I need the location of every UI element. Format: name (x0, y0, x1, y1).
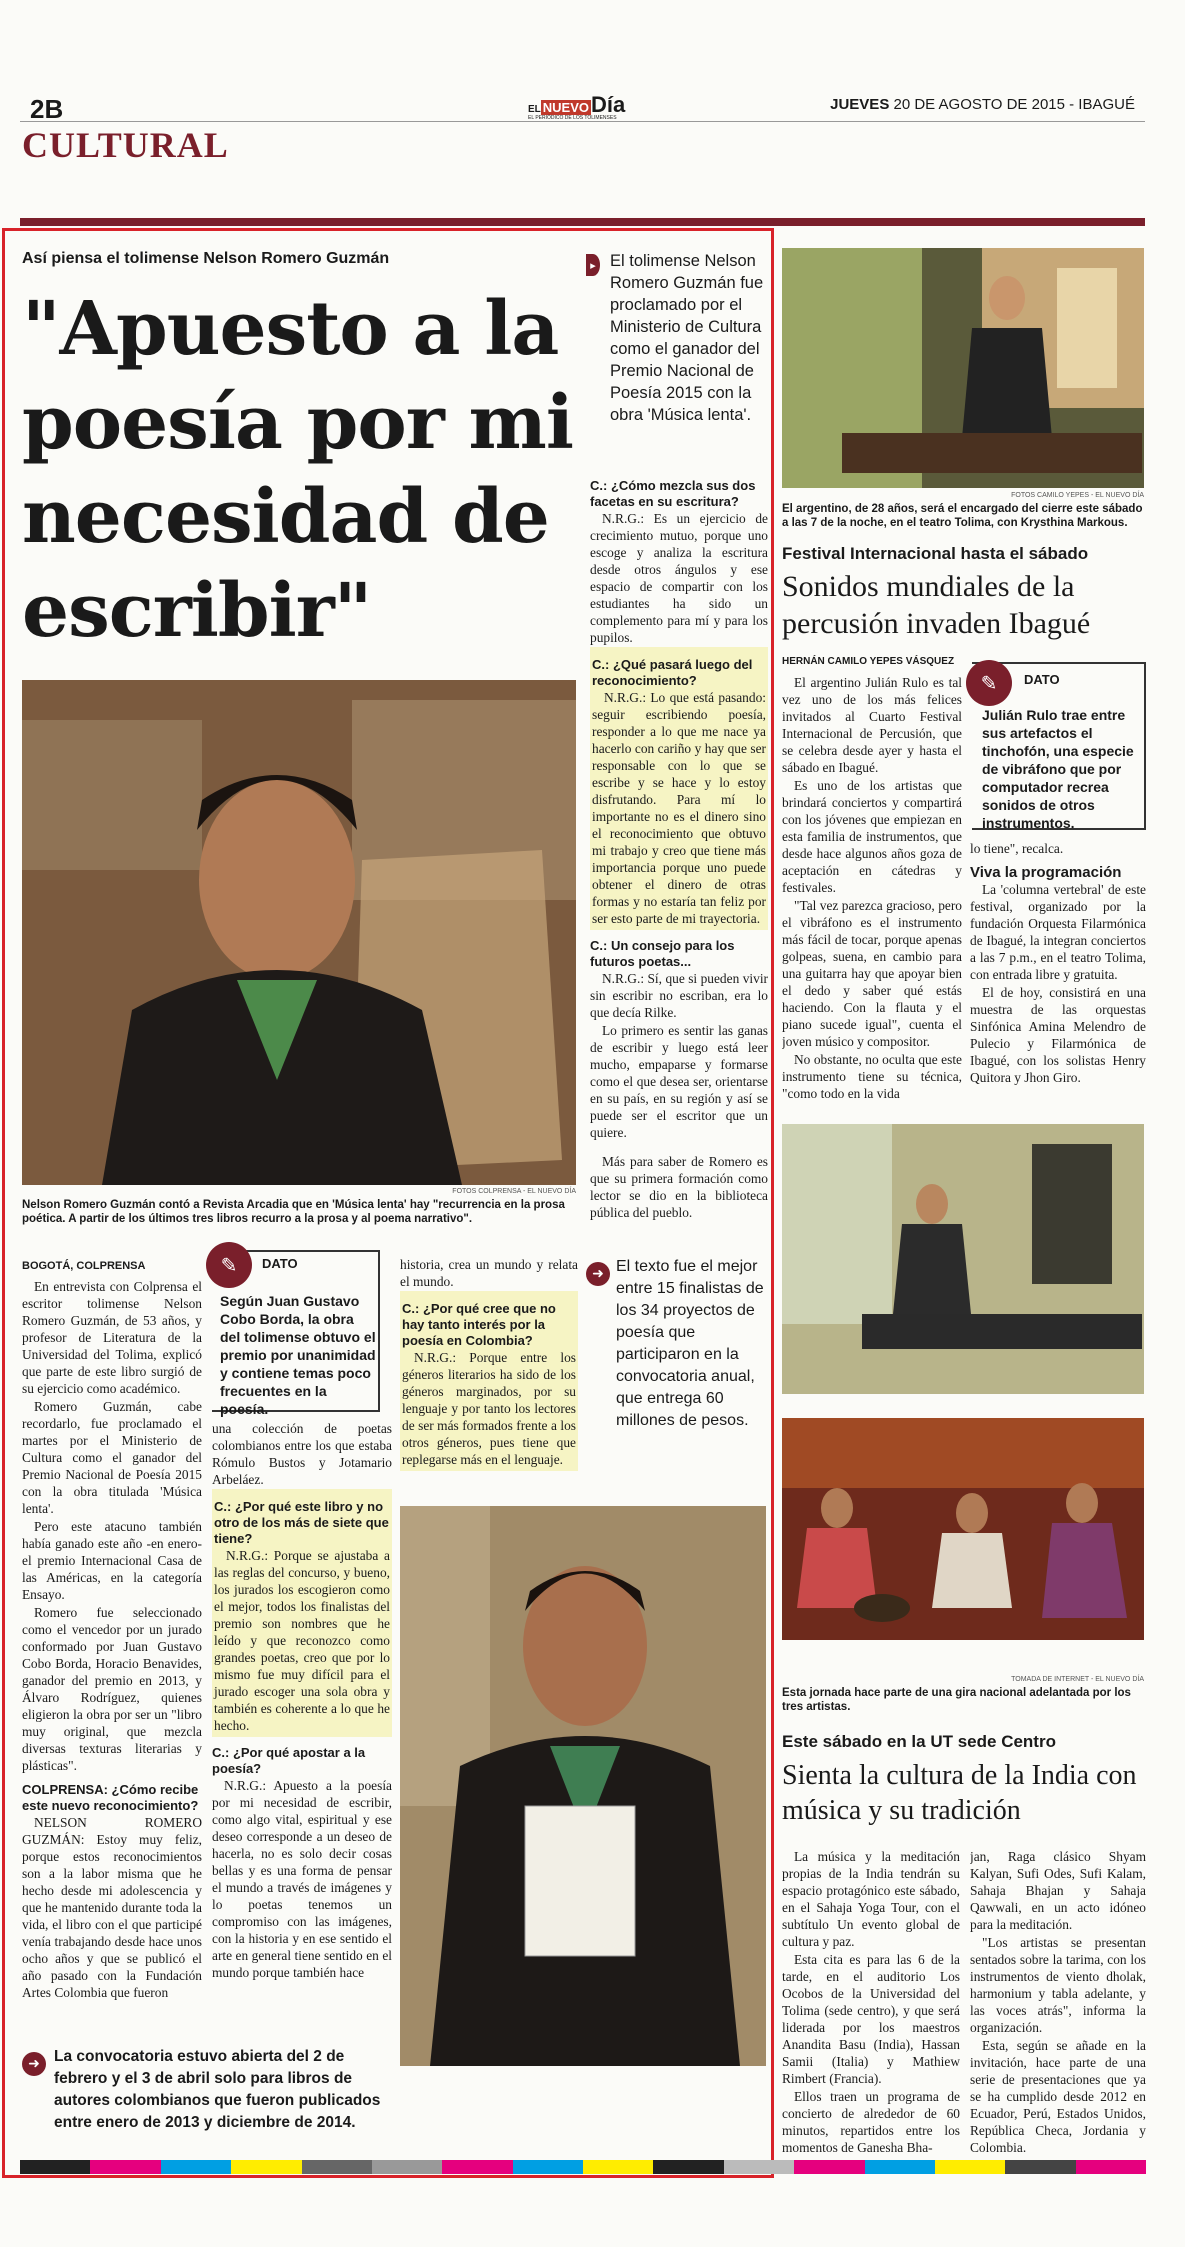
newspaper-logo: EL NUEVODía EL PERIÓDICO DE LOS TOLIMENSES (528, 92, 626, 121)
interview-column-right (590, 470, 768, 1240)
right-paragraph-1: historia, crea un mundo y relata el mundo. (400, 1257, 578, 1289)
question-2: C.: ¿Qué pasará luego del reconocimiento? (592, 657, 753, 688)
side-photo2-caption: Esta jornada hace parte de una gira nacional adelantada por los tres artistas. (782, 1687, 1131, 1713)
side-kicker-1: Festival Internacional hasta el sábado (782, 544, 1089, 563)
side-paragraph-1: El argentino Julián Rulo es tal vez uno de los más felices invitados al Cuarto Festival Internacional de Percusión, que se celebra desde ayer y hasta el sábado en Ibagué. (782, 675, 962, 775)
body-paragraph-4: Romero fue seleccionado como el vencedor por un jurado conformado por Juan Gustavo Cobo Borda, Horacio Benavides, ganador del premio en 2013, y Álvaro Rodríguez, quienes eligieron la obra por ser un "libro muy original, que mezcla diversas texturas literarias y plásticas". (22, 1605, 202, 1773)
side-photo1-caption: El argentino, de 28 años, será el encargado del cierre este sábado a las 7 de la noche, en el teatro Tolima, con Krysthina Markous. (782, 503, 1143, 529)
answer-2: N.R.G.: Lo que está pasando: seguir escribiendo poesía, responder a lo que me nace ya hacerlo con cariño y hay que ser responsable con lo que se escribe y se hace y lo estoy disfrutando. Para mí lo importante no es el dinero sino el reconocimiento que obtuvo mi trabajo y creo que tiene más importancia porque uno puede obtener el dinero de otras formas y no estaría tan feliz por ser esto parte de mi trayectoria. (592, 690, 766, 926)
issue-date: JUEVES 20 DE AGOSTO DE 2015 - IBAGUÉ (830, 96, 1135, 113)
photo-percussionist (782, 248, 1144, 488)
answer-5: N.R.G.: Porque se ajustaba a las reglas del concurso, y bueno, los jurados los escogieron como el mejor, todos los finalistas del premio son nombres que he leído y que reconozco como grandes poetas, creo que por lo mismo fue muy difícil para el jurado escoger una sola obra y también es coherente a lo que he hecho. (214, 1548, 390, 1733)
article-kicker: Así piensa el tolimense Nelson Romero Guzmán (22, 250, 390, 267)
poet-portrait-image (22, 680, 576, 1185)
side-photo2-credit: TOMADA DE INTERNET - EL NUEVO DÍA (1011, 1676, 1144, 1683)
dato-box-1 (212, 1250, 380, 1417)
side-kicker-2: Este sábado en la UT sede Centro (782, 1732, 1056, 1751)
percussionist-image (782, 248, 1144, 488)
body-paragraph-1: En entrevista con Colprensa el escritor tolimense Nelson Romero Guzmán, de 53 años, y profesor de Literatura de la Universidad del Tolima, explicó que parte de este libro surgió de su ejercicio como académico. (22, 1279, 202, 1396)
dato-box-1-title: DATO (262, 1256, 298, 1271)
photo-young-percussionist (782, 1124, 1144, 1394)
pen-icon: ✎ (206, 1242, 252, 1288)
india-paragraph-3: Ellos traen un programa de concierto de alrededor de 60 minutos, repartidos entre los momentos de Ganesha Bha- (782, 2089, 960, 2155)
pull-quote-3: La convocatoria estuvo abierta del 2 de febrero y el 3 de abril solo para libros de autores colombianos que fueron publicados entre enero de 2013 y diciembre de 2014. (54, 2048, 381, 2131)
article-headline: "Apuesto a la poesía por mi necesidad de escribir" (22, 286, 573, 654)
india-paragraph-6: Esta, según se añade en la invitación, hace parte de una serie de presentaciones que ya se ha cumplido desde 2012 en Ecuador, Perú, Estados Unidos, República Checa, Jordania y Colombia. (970, 2038, 1146, 2155)
body-column-left (22, 1258, 202, 2053)
side-dato-box (972, 662, 1146, 830)
side-column-left-1 (782, 674, 962, 1114)
question-1: C.: ¿Cómo mezcla sus dos facetas en su escritura? (590, 478, 756, 509)
registration-color-bar (20, 2160, 1146, 2174)
photo1-credit: FOTOS COLPRENSA - EL NUEVO DÍA (452, 1188, 576, 1195)
intro-pull-quote: El tolimense Nelson Romero Guzmán fue proclamado por el Ministerio de Cultura como el ganador del Premio Nacional de Poesía 2015 con la obra 'Música lenta'. (610, 252, 764, 424)
side-paragraph-5: lo tiene", recalca. (970, 841, 1064, 856)
answer-3a: N.R.G.: Sí, que si pueden vivir sin escribir no escriban, era lo que decía Rilke. (590, 971, 768, 1020)
highlighted-answer-7 (400, 1291, 578, 1471)
photo-poet-holding-book (400, 1506, 766, 2066)
india-paragraph-4: jan, Raga clásico Shyam Kalyan, Sufi Odes, Sufi Kalam, Sahaja Bhajan y Sahaja Qawwali, en un acto idóneo para la meditación. (970, 1849, 1146, 1932)
dato-box-1-text: Según Juan Gustavo Cobo Borda, la obra del tolimense obtuvo el premio por unanimidad y contiene temas poco frecuentes en la poesía. (220, 1293, 376, 1417)
side-paragraph-4: No obstante, no oculta que este instrumento tiene su técnica, "como todo en la vida (782, 1052, 962, 1101)
middle-paragraph-1: una colección de poetas colombianos entre los que estaba Rómulo Bustos y Jotamario Arbeláez. (212, 1421, 392, 1487)
side-column-right-1 (970, 840, 1146, 1112)
india-musicians-image (782, 1418, 1144, 1640)
side-subhead: Viva la programación (970, 864, 1122, 881)
side-dato-title: DATO (1024, 672, 1060, 687)
page-number: 2B (30, 94, 64, 124)
poet-holding-book-image (400, 1506, 766, 2066)
answer-3b: Lo primero es sentir las ganas de escribir y luego está leer mucho, empaparse y formarse como el que desea ser, orientarse en su país, en su región y así se puede ser el escritor que un quiere. (590, 1023, 768, 1140)
answer-6: N.R.G.: Apuesto a la poesía por mi necesidad de escribir, como algo vital, espiritual y ese deseo corresponde a un deseo de hacerla, no es solo decir cosas bellas y es una forma de pensar el mundo a través de imágenes y lo poetas tenemos un compromiso con las imágenes, con la historia y en ese sentido el arte en general tiene sentido en el mundo porque también hace (212, 1778, 392, 1980)
answer-1: N.R.G.: Es un ejercicio de crecimiento mutuo, porque uno escoge y analiza la escritura desde otros ángulos y ese espacio de compartir con los estudiantes ha sido un complemento para mí y para los pupilos. (590, 511, 768, 645)
highlighted-answer-5 (212, 1489, 392, 1737)
young-percussionist-image (782, 1124, 1144, 1394)
section-title: CULTURAL (22, 125, 229, 165)
body-paragraph-2: Romero Guzmán, cabe recordarlo, fue proclamado el martes por el Ministerio de Cultura como el ganador del Premio Nacional de Poesía 2015 con la obra titulada 'Música lenta'. (22, 1399, 202, 1516)
question-5: C.: ¿Por qué este libro y no otro de los más de siete que tiene? (214, 1499, 389, 1546)
india-paragraph-1: La música y la meditación propias de la India tendrán su espacio protagónico este sábado, en el Sahaja Yoga Tour, con el subtítulo Un evento global de cultura y paz. (782, 1849, 960, 1949)
pull-quote-2: El texto fue el mejor entre 15 finalistas de los 34 proyectos de poesía que participaron en la convocatoria anual, que entrega 60 millones de pesos. (616, 1258, 764, 1429)
arrow-right-icon: ▸ (586, 254, 600, 276)
side-paragraph-6: La 'columna vertebral' de este festival, organizado por la fundación Orquesta Filarmónica de Ibagué, la integran conciertos a las 7 p.m., en el teatro Tolima, con entrada libre y gratuita. (970, 882, 1146, 982)
body-paragraph-3: Pero este atacuno también había ganado este año -en enero- el premio Internacional Casa de las Américas, en la categoría Ensayo. (22, 1519, 202, 1602)
photo1-caption: Nelson Romero Guzmán contó a Revista Arcadia que en 'Música lenta' hay "recurrencia en la prosa poética. A partir de los últimos tres libros recurro a la prosa y al poema narrativo". (22, 1199, 565, 1225)
side-headline-2: Sienta la cultura de la India con música y su tradición (782, 1760, 1137, 1826)
question-6: C.: ¿Por qué apostar a la poesía? (212, 1745, 366, 1776)
side-paragraph-3: "Tal vez parezca gracioso, pero el vibráfono es el instrumento más fácil de tocar, porque apenas golpeas, suena, en cambio para una guitarra hay que apoyar bien el dedo y saber qué estás haciendo. Con la flauta y el piano sucede igual", cuenta el joven músico y compositor. (782, 898, 962, 1049)
side-paragraph-2: Es uno de los artistas que brindará conciertos y compartirá con los jóvenes que empiezan en esta familia de instrumentos, que desde hace algunos años goza de aceptación en cátedras y festivales. (782, 778, 962, 895)
arrow-right-icon-3: ➜ (22, 2052, 46, 2076)
body-column-middle (212, 1420, 392, 2035)
answer-4: NELSON ROMERO GUZMÁN: Estoy muy feliz, porque estos reconocimientos son a la labor misma que he hecho desde mi adolescencia y que he mantenido durante toda la vida, el libro con el que participé venía trabajando desde hace unos ocho años y que se publicó el año pasado con la Fundación Artes Colombia que fueron (22, 1815, 202, 2000)
side-dato-text: Julián Rulo trae entre sus artefactos el tinchofón, una especie de vibráfono que por computador recrea sonidos de otros instrumentos. (982, 707, 1134, 831)
side-column-right-2 (970, 1848, 1146, 2156)
india-paragraph-2: Esta cita es para las 6 de la tarde, en el auditorio Los Ocobos de la Universidad del Tolima (sede centro), y que será liderada por los maestros Anandita Basu (India), Hassan Samii (Italia) y Mathiew Rimbert (Francia). (782, 1952, 960, 2086)
pen-icon-side: ✎ (966, 660, 1012, 706)
side-column-left-2 (782, 1848, 960, 2156)
body-column-mid-right (400, 1256, 578, 1506)
answer-3c: Más para saber de Romero es que su primera formación como lector se dio en la biblioteca pública del pueblo. (590, 1154, 768, 1220)
section-rule (20, 218, 1145, 226)
side-paragraph-7: El de hoy, consistirá en una muestra de las orquestas Sinfónica Amina Melendro de Pulecio y Filarmónica de Ibagué, con los solistas Henry Quitora y Jhon Giro. (970, 985, 1146, 1085)
answer-7: N.R.G.: Porque entre los géneros literarios ha sido de los géneros marginados, por su lenguaje y por tanto los lectores de ser más formados frente a los otros géneros, pues tiene que replegarse más en el lenguaje. (402, 1350, 576, 1467)
side-headline-1: Sonidos mundiales de la percusión invaden Ibagué (782, 570, 1091, 640)
arrow-right-icon-2: ➜ (586, 1262, 610, 1286)
masthead (20, 92, 1145, 122)
india-paragraph-5: "Los artistas se presentan sentados sobre la tarima, con los instrumentos de viento dholak, harmonium y tabla adelante, y las voces atrás", informa la organización. (970, 1935, 1146, 2035)
question-3: C.: Un consejo para los futuros poetas... (590, 938, 735, 969)
dateline: BOGOTÁ, COLPRENSA (22, 1260, 146, 1272)
photo-india-musicians (782, 1418, 1144, 1640)
question-4: COLPRENSA: ¿Cómo recibe este nuevo reconocimiento? (22, 1782, 199, 1813)
question-7: C.: ¿Por qué cree que no hay tanto interés por la poesía en Colombia? (402, 1301, 556, 1348)
photo-poet-portrait (22, 680, 576, 1185)
byline: HERNÁN CAMILO YEPES VÁSQUEZ (782, 656, 955, 667)
highlighted-answer-2 (590, 647, 768, 930)
side-photo1-credit: FOTOS CAMILO YEPES - EL NUEVO DÍA (1011, 492, 1144, 499)
